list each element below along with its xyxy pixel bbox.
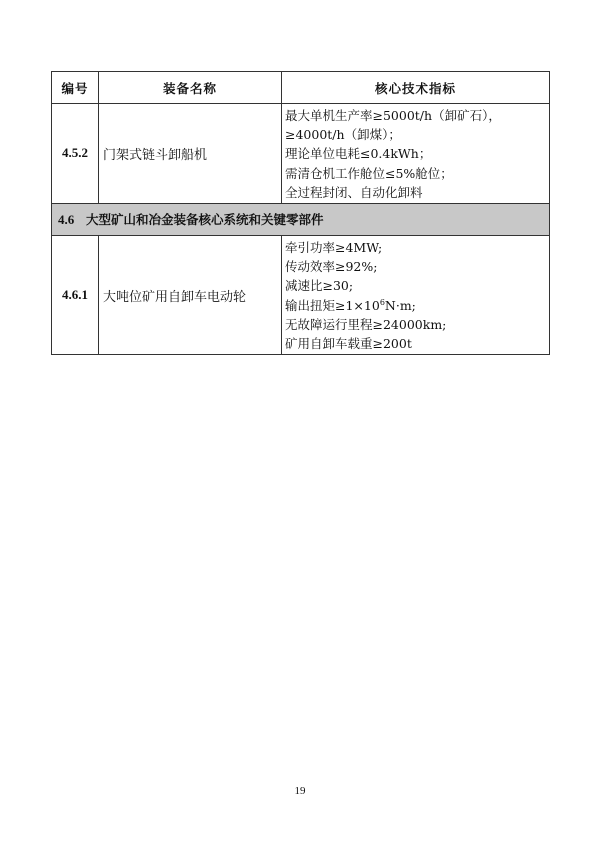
spec-line: 需清仓机工作舱位≤5%舱位； <box>285 165 453 181</box>
equipment-spec-table <box>51 71 550 355</box>
torque-unit: N·m; <box>384 297 416 313</box>
spec-line: 减速比≥30; <box>285 278 354 294</box>
header-id: 编号 <box>52 72 99 104</box>
spec-line: 无故障运行里程≥24000km; <box>285 316 447 332</box>
spec-line: 矿用自卸车载重≥200t <box>285 335 412 351</box>
spec-line: 牵引功率≥4MW; <box>285 239 383 255</box>
row-equipment-name: 大吨位矿用自卸车电动轮 <box>99 235 282 354</box>
spec-line: 全过程封闭、自动化卸料 <box>285 184 423 200</box>
table-row <box>52 104 550 204</box>
row-id: 4.5.2 <box>52 104 99 204</box>
section-number: 4.6 <box>58 212 75 228</box>
row-equipment-name: 门架式链斗卸船机 <box>99 104 282 204</box>
spec-line: 传动效率≥92%; <box>285 259 378 275</box>
spec-line: 最大单机生产率≥5000t/h（卸矿石）， <box>285 108 501 123</box>
header-core-specs: 核心技术指标 <box>282 72 550 104</box>
spec-line: 理论单位电耗≤0.4kWh； <box>285 146 432 162</box>
table-row <box>52 235 550 354</box>
torque-exponent: 6 <box>379 297 385 307</box>
row-id: 4.6.1 <box>52 235 99 354</box>
section-title: 大型矿山和冶金装备核心系统和关键零部件 <box>86 212 324 228</box>
section-header <box>52 203 550 235</box>
header-equipment-name: 装备名称 <box>99 72 282 104</box>
section-header-row <box>52 203 550 235</box>
torque-text: 输出扭矩≥1×10 <box>285 297 380 313</box>
spec-line: ≥4000t/h（卸煤）； <box>285 127 401 143</box>
row-specs <box>282 235 550 354</box>
spec-line <box>285 296 549 315</box>
row-specs <box>282 104 550 204</box>
page-number: 19 <box>294 785 306 797</box>
table-header-row <box>52 72 550 104</box>
